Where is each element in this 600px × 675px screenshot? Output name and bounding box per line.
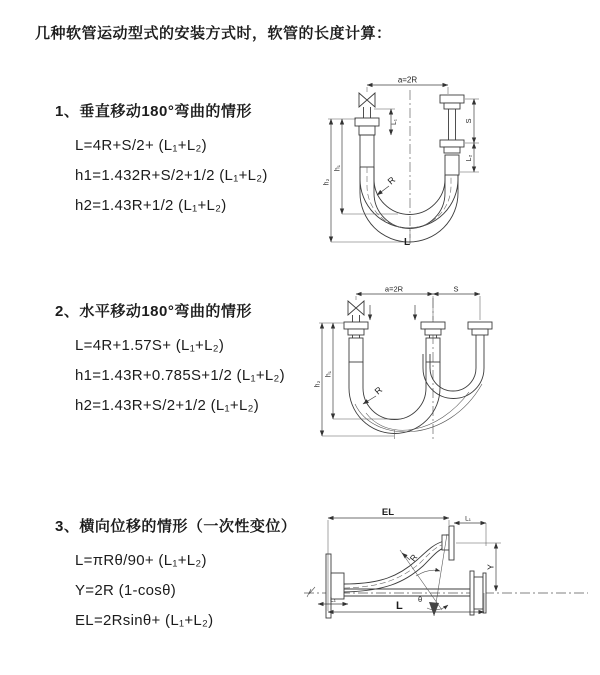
dim-label-h2: h₂	[314, 380, 322, 388]
valve-icon	[348, 301, 364, 322]
dimension-el	[328, 507, 449, 611]
dim-label-r: R	[407, 552, 420, 564]
dimension-a2r	[356, 285, 480, 321]
motion-arrows	[370, 305, 415, 320]
formula-line: h2=1.43R+1/2 (L₁+L₂)	[75, 197, 227, 214]
dim-label-el: EL	[381, 507, 395, 518]
dimension-l1-top	[454, 516, 486, 547]
dim-label-h1: h₁	[334, 164, 342, 172]
break-mark	[307, 587, 315, 597]
dim-label-s: S	[464, 118, 473, 124]
dimension-l-bottom	[404, 230, 410, 248]
section-3-formulas	[55, 546, 296, 636]
hose-u-bend	[360, 167, 458, 242]
dim-label-r: R	[372, 384, 385, 397]
dim-label-a2r: a=2R	[384, 284, 404, 294]
formula-line: L=πRθ/90+ (L₁+L₂)	[75, 552, 207, 569]
dim-label-y: Y	[485, 564, 496, 570]
dim-label-l2: L₂	[466, 154, 473, 162]
section-horizontal-180	[55, 300, 285, 421]
section-2-heading: 2、水平移动180°弯曲的情形	[55, 303, 252, 320]
dim-label-l1: L₁	[391, 119, 398, 125]
hose-u-bends	[349, 354, 484, 434]
dimension-s	[433, 285, 480, 295]
dimension-a2r	[367, 76, 448, 95]
section-2-formulas	[55, 331, 285, 421]
section-1-heading: 1、垂直移动180°弯曲的情形	[55, 103, 252, 120]
formula-line: h2=1.43R+S/2+1/2 (L₁+L₂)	[75, 397, 260, 414]
radius-callout	[363, 384, 385, 404]
diagram-vertical-180-bend	[312, 72, 584, 260]
section-1-formulas	[55, 131, 268, 221]
section-lateral-displacement	[55, 515, 296, 636]
dimension-h2	[324, 119, 410, 242]
left-pipe-assembly	[344, 322, 368, 362]
angle-construction	[400, 534, 448, 616]
right-fitting-assembly	[470, 571, 486, 615]
dim-label-h1: h₁	[325, 370, 333, 378]
dim-label-l1-top: L₁	[465, 515, 471, 523]
radius-callout	[402, 552, 419, 563]
dim-label-r: R	[385, 174, 398, 187]
formula-line: Y=2R (1-cosθ)	[75, 582, 177, 599]
formula-line: h1=1.432R+S/2+1/2 (L₁+L₂)	[75, 167, 268, 184]
dim-label-theta: θ	[418, 595, 423, 604]
right-pipe-assembly	[468, 322, 492, 354]
dimension-h1	[319, 323, 401, 419]
diagram-horizontal-180-bend	[306, 282, 586, 474]
radius-callout	[377, 174, 398, 195]
formula-line: h1=1.43R+0.785S+1/2 (L₁+L₂)	[75, 367, 285, 384]
dim-label-s: S	[453, 284, 459, 294]
valve-icon	[359, 93, 375, 107]
formula-line: L=4R+1.57S+ (L₁+L₂)	[75, 337, 225, 354]
section-vertical-180	[55, 100, 268, 221]
dim-label-a2r: a=2R	[397, 75, 418, 85]
dimension-s	[464, 99, 479, 143]
diagram-lateral-displacement	[296, 498, 596, 660]
formula-line: EL=2Rsinθ+ (L₁+L₂)	[75, 612, 214, 629]
left-flange-assembly	[326, 554, 344, 618]
dim-label-l: L	[396, 600, 403, 612]
left-pipe-assembly	[355, 107, 379, 167]
section-3-heading: 3、横向位移的情形（一次性变位）	[55, 518, 297, 535]
page-title: 几种软管运动型式的安装方式时，软管的长度计算：	[35, 25, 392, 42]
right-pipe-assembly	[440, 95, 464, 175]
dim-label-l1-bottom: L₁	[330, 596, 336, 604]
formula-line: L=4R+S/2+ (L₁+L₂)	[75, 137, 207, 154]
dim-label-l: L	[404, 237, 411, 248]
dim-label-h2: h₂	[323, 178, 331, 186]
